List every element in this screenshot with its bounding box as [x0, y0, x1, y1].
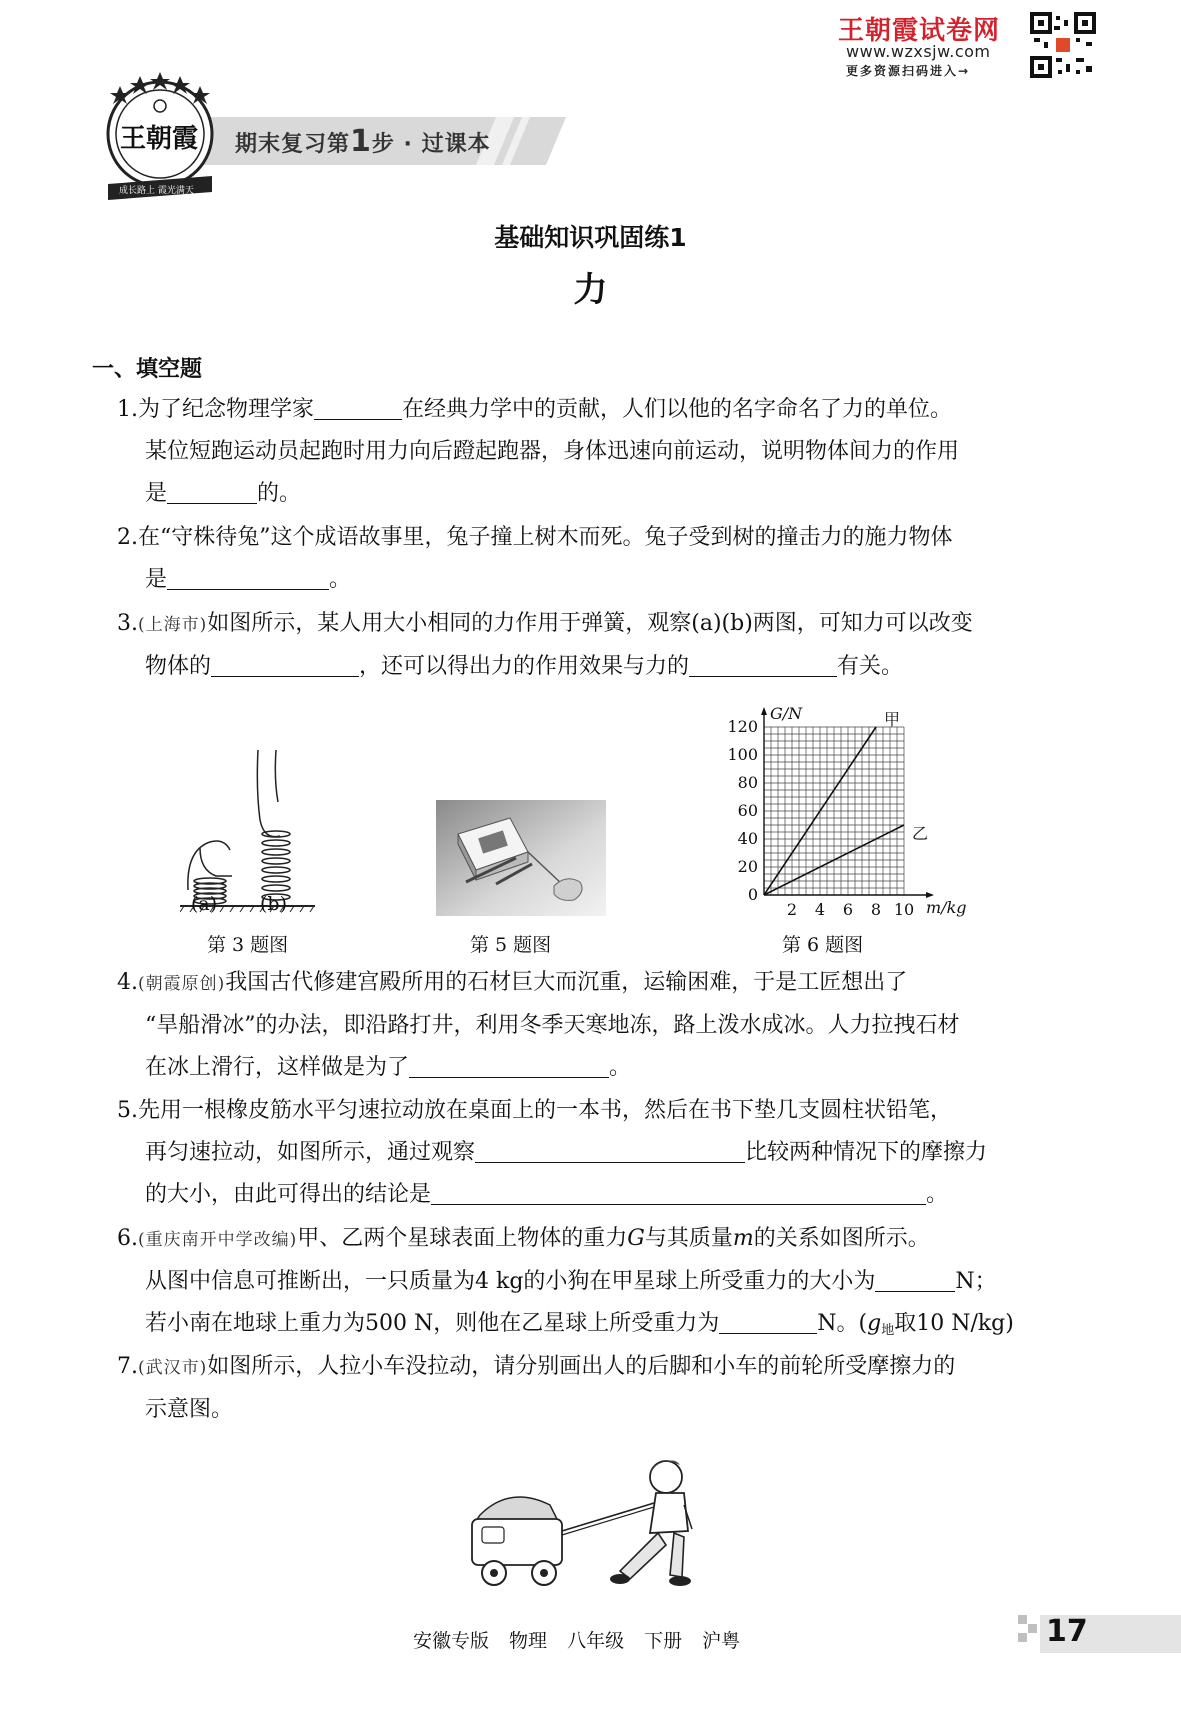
q4-text-d: 。 — [609, 1055, 632, 1080]
figure-5-book-photo — [436, 800, 606, 916]
chart-y-axis-arrow — [761, 707, 767, 715]
q1-text-b: 在经典力学中的贡献，人们以他的名字命名了力的单位。 — [402, 397, 953, 422]
q6-text-c: 若小南在地球上重力为500 N，则他在乙星球上所受重力为 — [145, 1311, 720, 1336]
fig6-caption: 第 6 题图 — [782, 934, 864, 956]
question-6 — [117, 1218, 1072, 1352]
question-4 — [117, 962, 1072, 1089]
banner-title — [235, 124, 491, 159]
q6-text-b: 从图中信息可推断出，一只质量为4 kg的小狗在甲星球上所受重力的大小为 — [145, 1269, 876, 1294]
chart-x-tick-label: 10 — [893, 900, 915, 919]
q6-symbol-g: G — [627, 1226, 645, 1251]
q5-blank-2[interactable] — [431, 1178, 926, 1205]
q2-text-b: 是 — [145, 567, 168, 592]
chart-series-label: 乙 — [912, 824, 929, 843]
figure-6-chart — [700, 695, 990, 925]
brand-url[interactable]: www.wzxsjw.com — [846, 42, 991, 61]
chart-y-tick-label: 100 — [727, 745, 758, 764]
q7-text-b: 示意图。 — [145, 1397, 234, 1422]
q6-subscript: 地 — [881, 1323, 895, 1338]
q3-text-a: 如图所示，某人用大小相同的力作用于弹簧，观察(a)(b)两图，可知力可以改变 — [207, 611, 973, 636]
question-number: 1. — [117, 397, 138, 422]
chart-y-tick-label: 60 — [737, 801, 758, 820]
q5-text-e: 。 — [926, 1182, 949, 1207]
q6-text-a2: 与其质量 — [644, 1226, 733, 1251]
chart-x-tick-label: 8 — [870, 900, 882, 919]
q6-text-c2: N。( — [817, 1311, 868, 1336]
q1-blank-1[interactable] — [314, 393, 402, 420]
question-source: (朝霞原创) — [138, 974, 226, 994]
q1-text-c: 某位短跑运动员起跑时用力向后蹬起跑器，身体迅速向前运动，说明物体间力的作用 — [145, 439, 960, 464]
q2-blank-1[interactable] — [167, 563, 329, 590]
q6-blank-2[interactable] — [719, 1307, 817, 1334]
q1-text-d: 是 — [145, 481, 168, 506]
q5-text-d: 的大小，由此可得出的结论是 — [145, 1182, 432, 1207]
q3-text-b: 物体的 — [145, 654, 212, 679]
q5-text-c: 比较两种情况下的摩擦力 — [745, 1140, 988, 1165]
q5-text-b: 再匀速拉动，如图所示，通过观察 — [145, 1140, 476, 1165]
q6-text-a: 甲、乙两个星球表面上物体的重力 — [297, 1226, 628, 1251]
q6-text-a3: 的关系如图所示。 — [753, 1226, 930, 1251]
chart-y-tick-label: 120 — [727, 717, 758, 736]
page-subtitle: 基础知识巩固练1 — [494, 223, 687, 252]
q6-text-c5: 取10 N/kg) — [894, 1311, 1014, 1336]
question-5 — [117, 1090, 1072, 1216]
q4-text-b: “旱船滑冰”的办法，即沿路打井，利用冬季天寒地冻，路上泼水成冰。人力拉拽石材 — [145, 1013, 960, 1038]
q1-blank-2[interactable] — [167, 477, 257, 504]
footer-deco-square — [1028, 1624, 1037, 1633]
chart-origin-label: 0 — [747, 885, 758, 904]
chart-x-tick-label: 6 — [842, 900, 854, 919]
chart-y-tick-label: 80 — [737, 773, 758, 792]
q4-text-a: 我国古代修建宫殿所用的石材巨大而沉重，运输困难，于是工匠想出了 — [225, 970, 908, 995]
banner-prefix: 期末复习第 — [235, 132, 351, 157]
q6-text-b2: N； — [955, 1269, 997, 1294]
logo-text: 王朝霞 — [120, 124, 199, 154]
footer-deco-square — [1018, 1633, 1027, 1642]
q1-text-e: 的。 — [257, 481, 302, 506]
q5-text-a: 先用一根橡皮筋水平匀速拉动放在桌面上的一本书，然后在书下垫几支圆柱状铅笔， — [138, 1098, 953, 1123]
fig3-label-b: (b) — [260, 893, 287, 915]
brand-name: 王朝霞试卷网 — [838, 16, 1001, 46]
question-1 — [117, 389, 1072, 515]
chart-y-tick-label: 40 — [737, 829, 758, 848]
page-number: 17 — [1046, 1614, 1088, 1649]
q3-blank-2[interactable] — [689, 650, 837, 677]
question-number: 4. — [117, 970, 138, 995]
question-2 — [117, 517, 1072, 601]
q3-text-c: ，还可以得出力的作用效果与力的 — [359, 654, 690, 679]
q6-symbol-g2: g — [867, 1311, 882, 1336]
q3-text-d: 有关。 — [837, 654, 904, 679]
fig3-caption: 第 3 题图 — [207, 934, 289, 956]
fig5-caption: 第 5 题图 — [470, 934, 552, 956]
q2-text-a: 在“守株待兔”这个成语故事里，兔子撞上树木而死。兔子受到树的撞击力的施力物体 — [138, 525, 953, 550]
brand-scan-hint: 更多资源扫码进入→ — [846, 64, 971, 78]
logo-motto: 成长路上 霞光满天 — [119, 186, 194, 196]
chart-y-axis-label: G/N — [770, 704, 803, 723]
question-number: 7. — [117, 1354, 138, 1379]
question-source: (武汉市) — [138, 1358, 208, 1378]
chart-x-tick-label: 4 — [814, 900, 826, 919]
q1-text-a: 为了纪念物理学家 — [138, 397, 315, 422]
question-source: (上海市) — [138, 615, 208, 635]
page-title: 力 — [573, 270, 608, 310]
chart-series-label: 甲 — [884, 710, 901, 729]
figure-7-boy-pulling-cart — [470, 1455, 720, 1595]
footer-edition: 安徽专版 物理 八年级 下册 沪粤 — [413, 1630, 741, 1652]
chart-x-tick-label: 2 — [786, 900, 798, 919]
banner-step: 1 — [350, 124, 372, 159]
question-number: 5. — [117, 1098, 138, 1123]
question-7 — [117, 1346, 1072, 1431]
question-number: 6. — [117, 1226, 138, 1251]
q6-blank-1[interactable] — [875, 1265, 955, 1292]
footer-deco-square — [1018, 1615, 1027, 1624]
question-number: 3. — [117, 611, 138, 636]
question-number: 2. — [117, 525, 138, 550]
q6-symbol-m: m — [732, 1226, 754, 1251]
q4-blank-1[interactable] — [409, 1051, 609, 1078]
banner-suffix: 步 · 过课本 — [371, 132, 491, 157]
question-3 — [117, 603, 1072, 688]
q4-text-c: 在冰上滑行，这样做是为了 — [145, 1055, 410, 1080]
question-source: (重庆南开中学改编) — [138, 1230, 298, 1250]
section-heading: 一、填空题 — [92, 357, 203, 382]
q3-blank-1[interactable] — [211, 650, 359, 677]
chart-x-axis-label: m/kg — [926, 898, 967, 917]
q5-blank-1[interactable] — [475, 1136, 745, 1163]
q2-text-c: 。 — [329, 567, 352, 592]
q7-text-a: 如图所示，人拉小车没拉动，请分别画出人的后脚和小车的前轮所受摩擦力的 — [207, 1354, 956, 1379]
fig3-label-a: (a) — [191, 893, 218, 915]
chart-y-tick-label: 20 — [737, 857, 758, 876]
qr-code-icon[interactable] — [1030, 12, 1096, 78]
